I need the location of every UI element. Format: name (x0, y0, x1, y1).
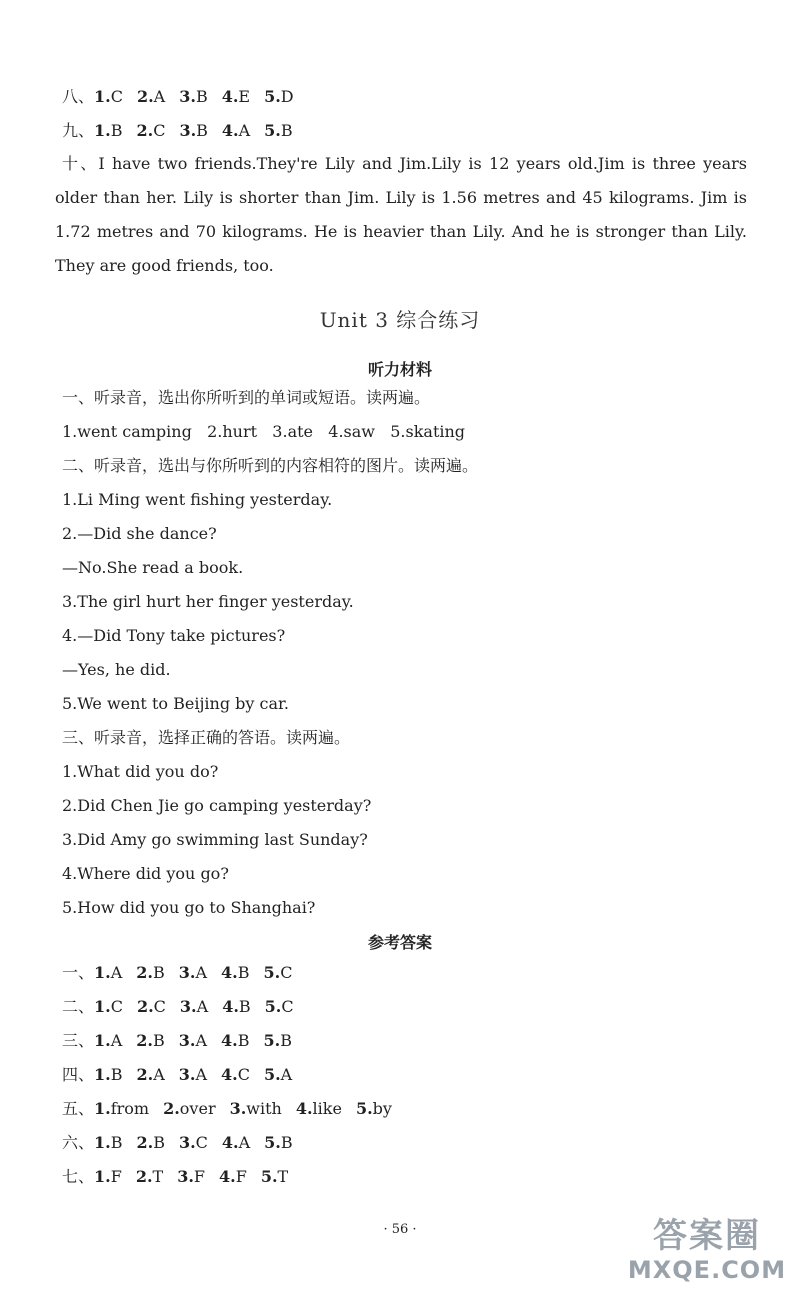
row-prefix: 五、 (62, 1099, 95, 1118)
answer-item: 3.A (178, 963, 208, 982)
page-number: · 56 · (383, 1222, 417, 1237)
answer-key-heading: 参考答案 (367, 933, 432, 952)
answer-item: 1.F (94, 1167, 122, 1186)
answer-item: 2.over (163, 1099, 216, 1118)
unit-title: Unit 3 综合练习 (319, 308, 481, 332)
row-prefix: 一、 (62, 963, 95, 982)
listening-line: 1.Li Ming went fishing yesterday. (62, 490, 333, 509)
listening-line: 二、听录音，选出与你所听到的内容相符的图片。读两遍。 (62, 456, 479, 475)
row-prefix: 十、 (62, 154, 99, 173)
answer-item: 1.A (94, 1031, 123, 1050)
answer-item: 1.A (94, 963, 123, 982)
answer-item: 4.like (295, 1099, 342, 1118)
listening-line: 1.What did you do? (62, 762, 219, 781)
answer-item: 5.B (264, 1133, 293, 1152)
key-row (62, 1132, 307, 1154)
listening-line: 2.—Did she dance? (62, 524, 217, 543)
key-row (62, 962, 306, 984)
listening-line: 1.went camping 2.hurt 3.ate 4.saw 5.skating (62, 422, 466, 441)
answer-item: 1.B (94, 121, 123, 140)
answer-item: 4.A (221, 121, 251, 140)
listening-line: 一、听录音，选出你所听到的单词或短语。读两遍。 (62, 388, 431, 407)
listening-line: 3.Did Amy go swimming last Sunday? (62, 830, 368, 849)
answer-item: 1.B (94, 1133, 123, 1152)
answer-item: 5.C (264, 997, 294, 1016)
answer-item: 2.A (136, 1065, 165, 1084)
answer-item: 4.C (221, 1065, 250, 1084)
row-prefix: 九、 (62, 121, 95, 140)
answer-item: 1.from (94, 1099, 150, 1118)
answer-item: 3.A (179, 997, 209, 1016)
answer-item: 5.B (263, 1031, 292, 1050)
answer-item: 4.B (222, 997, 251, 1016)
writing-text: I have two friends.They're Lily and Jim.Lily is 12 years old.Jim is three years older than her. Lily is shorter than Jim. Lily is 1.56 metres and 45 kilograms. Jim is 1.72 metres and 70 kilograms. He is heavier than Lily. And he is stronger than Lily. They are good friends, too. (55, 154, 747, 275)
answer-item: 1.C (94, 87, 123, 106)
watermark-text-top: 答案圈 (653, 1216, 761, 1256)
listening-line: 2.Did Chen Jie go camping yesterday? (62, 796, 372, 815)
listening-heading: 听力材料 (367, 360, 432, 379)
row-prefix: 四、 (62, 1065, 95, 1084)
answer-item: 4.B (221, 963, 250, 982)
listening-line: 三、听录音，选择正确的答语。读两遍。 (62, 728, 351, 747)
answer-item: 4.F (219, 1167, 247, 1186)
answer-item: 5.C (263, 963, 293, 982)
answer-item: 2.C (136, 997, 166, 1016)
answer-item: 3.C (178, 1133, 208, 1152)
watermark-logo (622, 1208, 792, 1290)
row-prefix: 八、 (62, 87, 95, 106)
key-row (62, 1166, 302, 1188)
key-row (62, 1064, 306, 1086)
answer-item: 2.C (136, 121, 166, 140)
answer-item: 2.A (136, 87, 166, 106)
answer-item: 3.A (178, 1065, 208, 1084)
answer-item: 2.B (136, 1031, 165, 1050)
answer-item: 5.B (264, 121, 293, 140)
answer-item: 2.B (136, 1133, 165, 1152)
answer-item: 3.B (179, 87, 208, 106)
answer-item: 4.A (221, 1133, 251, 1152)
listening-line: 4.—Did Tony take pictures? (62, 626, 286, 645)
answer-item: 5.T (260, 1167, 289, 1186)
row-prefix: 二、 (62, 997, 95, 1016)
answer-item: 5.D (264, 87, 294, 106)
row-prefix: 七、 (62, 1167, 95, 1186)
answer-item: 3.A (178, 1031, 208, 1050)
answer-item: 1.C (94, 997, 123, 1016)
answer-item: 3.F (177, 1167, 206, 1186)
answer-item: 4.E (221, 87, 251, 106)
listening-line: —Yes, he did. (62, 660, 171, 679)
answer-item: 2.B (136, 963, 165, 982)
answer-item: 5.by (355, 1099, 392, 1118)
key-row (62, 996, 308, 1018)
answer-item: 1.B (94, 1065, 123, 1084)
answer-item: 2.T (135, 1167, 164, 1186)
writing-sample (55, 147, 747, 283)
answer-row-9 (62, 120, 307, 142)
listening-line: 4.Where did you go? (62, 864, 229, 883)
key-row (62, 1098, 406, 1120)
listening-line: 3.The girl hurt her finger yesterday. (62, 592, 354, 611)
listening-line: 5.How did you go to Shanghai? (62, 898, 316, 917)
listening-line: 5.We went to Beijing by car. (62, 694, 289, 713)
answer-item: 5.A (263, 1065, 293, 1084)
key-row (62, 1030, 306, 1052)
row-prefix: 三、 (62, 1031, 95, 1050)
answer-item: 4.B (221, 1031, 250, 1050)
watermark-text-bottom: MXQE.COM (627, 1256, 787, 1284)
row-prefix: 六、 (62, 1133, 95, 1152)
listening-line: —No.She read a book. (62, 558, 244, 577)
answer-row-8 (62, 86, 308, 108)
answer-item: 3.with (229, 1099, 282, 1118)
answer-item: 3.B (179, 121, 208, 140)
